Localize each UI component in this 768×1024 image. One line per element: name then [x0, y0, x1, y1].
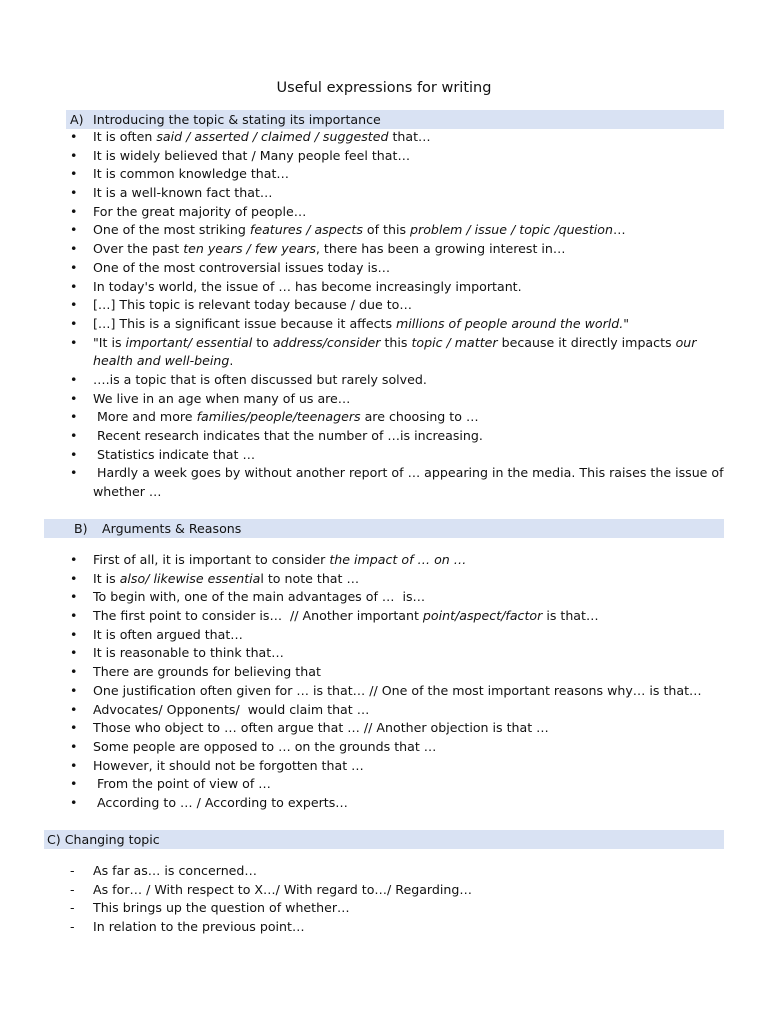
bullet-marker: •	[70, 222, 78, 238]
italic-text: our	[675, 334, 697, 350]
text-segment: Statistics indicate that …	[93, 446, 256, 462]
text-segment: From the point of view of …	[93, 776, 271, 792]
section-c-list	[0, 862, 768, 937]
text-segment: It is a well-known fact that…	[93, 185, 273, 201]
bullet-marker: •	[70, 297, 78, 313]
section-b-item-text	[93, 626, 243, 645]
section-b-item-text	[93, 757, 364, 776]
text-segment: As far as… is concerned…	[93, 863, 258, 878]
text-segment: This brings up the question of whether…	[93, 900, 350, 916]
bullet-marker: •	[70, 720, 78, 736]
bullet-marker: •	[70, 147, 78, 163]
bullet-marker: •	[70, 371, 78, 387]
section-a-item	[0, 296, 768, 315]
text-segment: One justification often given for … is that… // One of the most important reasons why… is that…	[93, 682, 702, 698]
text-segment: Advocates/ Opponents/ would claim that …	[93, 701, 370, 717]
section-a-item	[0, 240, 768, 259]
bullet-marker: •	[70, 241, 78, 257]
section-a-item	[0, 390, 768, 409]
text-segment: As for… / With respect to X…/ With regard to…/ Regarding…	[93, 881, 472, 897]
section-b-item-text	[93, 570, 359, 589]
section-b-item	[0, 775, 768, 794]
text-segment: whether …	[93, 484, 162, 500]
section-a-list	[0, 128, 768, 502]
section-a-item	[0, 184, 768, 203]
section-a-item-text	[93, 184, 272, 203]
text-segment: More and more	[93, 409, 197, 425]
section-b-item-text	[93, 701, 369, 720]
bullet-marker: •	[70, 390, 78, 406]
section-b-item	[0, 644, 768, 663]
section-a-item	[0, 128, 768, 147]
text-segment: It is	[93, 570, 120, 586]
text-segment: because it directly impacts	[497, 334, 676, 350]
italic-text: problem / issue / topic /question	[410, 222, 613, 238]
section-b-item-text	[93, 738, 436, 757]
bullet-marker: •	[70, 428, 78, 444]
section-b-item	[0, 588, 768, 607]
section-b-item	[0, 682, 768, 701]
dash-marker: -	[70, 881, 75, 897]
section-a-item	[0, 371, 768, 390]
section-c-item	[0, 881, 768, 900]
bullet-marker: •	[70, 589, 78, 605]
section-c-header	[44, 830, 724, 849]
section-a-item-text	[93, 221, 626, 240]
italic-text: point/aspect/factor	[422, 608, 543, 624]
italic-text: address/consider	[272, 334, 381, 350]
section-a-item-text	[93, 315, 629, 334]
section-a-item	[0, 165, 768, 184]
section-b-item-text	[93, 551, 466, 570]
section-b-header	[44, 519, 724, 538]
section-b-item-text	[93, 588, 425, 607]
section-a-item	[0, 427, 768, 446]
section-b-item	[0, 794, 768, 813]
text-segment: According to … / According to experts…	[93, 794, 348, 810]
bullet-marker: •	[70, 465, 78, 481]
text-segment: .	[229, 353, 234, 369]
bullet-marker: •	[70, 701, 78, 717]
text-segment: It is often argued that…	[93, 626, 243, 642]
text-segment: , there has been a growing interest in…	[315, 241, 566, 257]
text-segment: One of the most controversial issues today is…	[93, 259, 391, 275]
section-a-item-text	[93, 371, 427, 390]
section-b-item-text	[93, 663, 321, 682]
section-a-item	[0, 147, 768, 166]
bullet-marker: •	[70, 129, 78, 144]
italic-text: the impact of … on …	[329, 552, 467, 567]
section-a-item	[0, 221, 768, 240]
section-a-header	[66, 110, 724, 129]
section-a-item-text	[93, 334, 696, 371]
dash-marker: -	[70, 919, 75, 935]
page-title: Useful expressions for writing	[276, 80, 492, 96]
section-b-item	[0, 570, 768, 589]
section-a-letter: A)	[70, 112, 84, 127]
section-b-item	[0, 551, 768, 570]
section-c-item-text	[93, 881, 472, 900]
section-c-heading: C) Changing topic	[47, 832, 160, 847]
section-b-item	[0, 701, 768, 720]
text-segment: It is often	[93, 129, 157, 144]
bullet-marker: •	[70, 664, 78, 680]
dash-marker: -	[70, 863, 75, 878]
section-b-item	[0, 626, 768, 645]
text-segment: However, it should not be forgotten that …	[93, 757, 364, 773]
section-a-item	[0, 408, 768, 427]
dash-marker: -	[70, 900, 75, 916]
section-b-item-text	[93, 719, 549, 738]
bullet-marker: •	[70, 278, 78, 294]
bullet-marker: •	[70, 608, 78, 624]
bullet-marker: •	[70, 570, 78, 586]
section-a-item-text	[93, 278, 522, 297]
text-segment: One of the most striking	[93, 222, 250, 238]
bullet-marker: •	[70, 409, 78, 425]
bullet-marker: •	[70, 776, 78, 792]
section-b-item	[0, 607, 768, 626]
section-c-item	[0, 862, 768, 881]
bullet-marker: •	[70, 446, 78, 462]
section-b-item-text	[93, 794, 348, 813]
section-b-item-text	[93, 682, 702, 701]
bullet-marker: •	[70, 645, 78, 661]
italic-text: topic / matter	[411, 334, 498, 350]
text-segment: that…	[388, 129, 431, 144]
section-b-item-text	[93, 644, 284, 663]
text-segment: The first point to consider is… // Another important	[93, 608, 423, 624]
section-b-item-text	[93, 775, 271, 794]
text-segment: to	[252, 334, 273, 350]
text-segment: Recent research indicates that the number of …is increasing.	[93, 428, 483, 444]
text-segment: There are grounds for believing that	[93, 664, 321, 680]
section-c-item-text	[93, 918, 305, 937]
text-segment: l to note that …	[260, 570, 360, 586]
section-a-item-text	[93, 203, 306, 222]
text-segment: "It is	[93, 334, 126, 350]
text-segment: In today's world, the issue of … has become increasingly important.	[93, 278, 522, 294]
text-segment: this	[380, 334, 412, 350]
text-segment: of this	[362, 222, 411, 238]
italic-text: millions of people around the world."	[396, 315, 630, 331]
text-segment: It is widely believed that / Many people feel that…	[93, 147, 411, 163]
bullet-marker: •	[70, 738, 78, 754]
section-a-item-text	[93, 296, 412, 315]
section-a-item-text	[93, 259, 390, 278]
bullet-marker: •	[70, 794, 78, 810]
section-c-item-text	[93, 899, 350, 918]
italic-text: features / aspects	[249, 222, 363, 238]
text-segment: To begin with, one of the main advantages of … is…	[93, 589, 426, 605]
section-b-item	[0, 757, 768, 776]
section-b-list	[0, 551, 768, 813]
section-a-item-text	[93, 427, 483, 446]
text-segment: …	[612, 222, 626, 238]
bullet-marker: •	[70, 552, 78, 567]
section-b-letter: B)	[74, 521, 88, 536]
section-a-item-text	[93, 408, 479, 427]
text-segment: Those who object to … often argue that … // Another objection is that …	[93, 720, 549, 736]
text-segment: […] This topic is relevant today because / due to…	[93, 297, 412, 313]
section-a-item	[0, 334, 768, 371]
text-segment: ….is a topic that is often discussed but rarely solved.	[93, 371, 427, 387]
text-segment: Over the past	[93, 241, 184, 257]
bullet-marker: •	[70, 166, 78, 182]
section-a-item	[0, 278, 768, 297]
text-segment: are choosing to …	[360, 409, 479, 425]
section-c-item	[0, 918, 768, 937]
section-a-item-text	[93, 128, 431, 147]
text-segment: We live in an age when many of us are…	[93, 390, 351, 406]
text-segment: […] This is a significant issue because it affects	[93, 315, 397, 331]
section-a-item-text	[93, 446, 255, 465]
text-segment: Hardly a week goes by without another report of … appearing in the media. This raises the issue of	[93, 465, 724, 481]
bullet-marker: •	[70, 259, 78, 275]
section-a-item	[0, 203, 768, 222]
section-b-item	[0, 719, 768, 738]
italic-text: important/ essential	[125, 334, 253, 350]
bullet-marker: •	[70, 334, 78, 350]
section-b-heading: Arguments & Reasons	[102, 521, 242, 536]
section-a-item-text	[93, 165, 289, 184]
bullet-marker: •	[70, 757, 78, 773]
section-a-item	[0, 464, 768, 501]
text-segment: is that…	[542, 608, 599, 624]
text-segment: First of all, it is important to consider	[93, 552, 330, 567]
italic-text: families/people/teenagers	[196, 409, 361, 425]
section-a-heading: Introducing the topic & stating its importance	[93, 112, 381, 127]
section-a-item	[0, 446, 768, 465]
section-a-item-text	[93, 464, 724, 501]
section-b-item	[0, 738, 768, 757]
section-a-item-text	[93, 240, 565, 259]
bullet-marker: •	[70, 682, 78, 698]
italic-text: ten years / few years	[183, 241, 316, 257]
text-segment: Some people are opposed to … on the grounds that …	[93, 738, 437, 754]
text-segment: It is reasonable to think that…	[93, 645, 284, 661]
text-segment: It is common knowledge that…	[93, 166, 290, 182]
text-segment: For the great majority of people…	[93, 203, 307, 219]
bullet-marker: •	[70, 185, 78, 201]
section-a-item-text	[93, 390, 350, 409]
section-c-item	[0, 899, 768, 918]
section-b-item-text	[93, 607, 599, 626]
section-c-item-text	[93, 862, 257, 881]
italic-text: health and well-being	[93, 353, 230, 369]
section-b-item	[0, 663, 768, 682]
italic-text: said / asserted / claimed / suggested	[156, 129, 389, 144]
text-segment: In relation to the previous point…	[93, 919, 305, 935]
bullet-marker: •	[70, 626, 78, 642]
italic-text: also/ likewise essentia	[119, 570, 261, 586]
section-a-item	[0, 259, 768, 278]
section-a-item	[0, 315, 768, 334]
bullet-marker: •	[70, 203, 78, 219]
bullet-marker: •	[70, 315, 78, 331]
section-a-item-text	[93, 147, 410, 166]
